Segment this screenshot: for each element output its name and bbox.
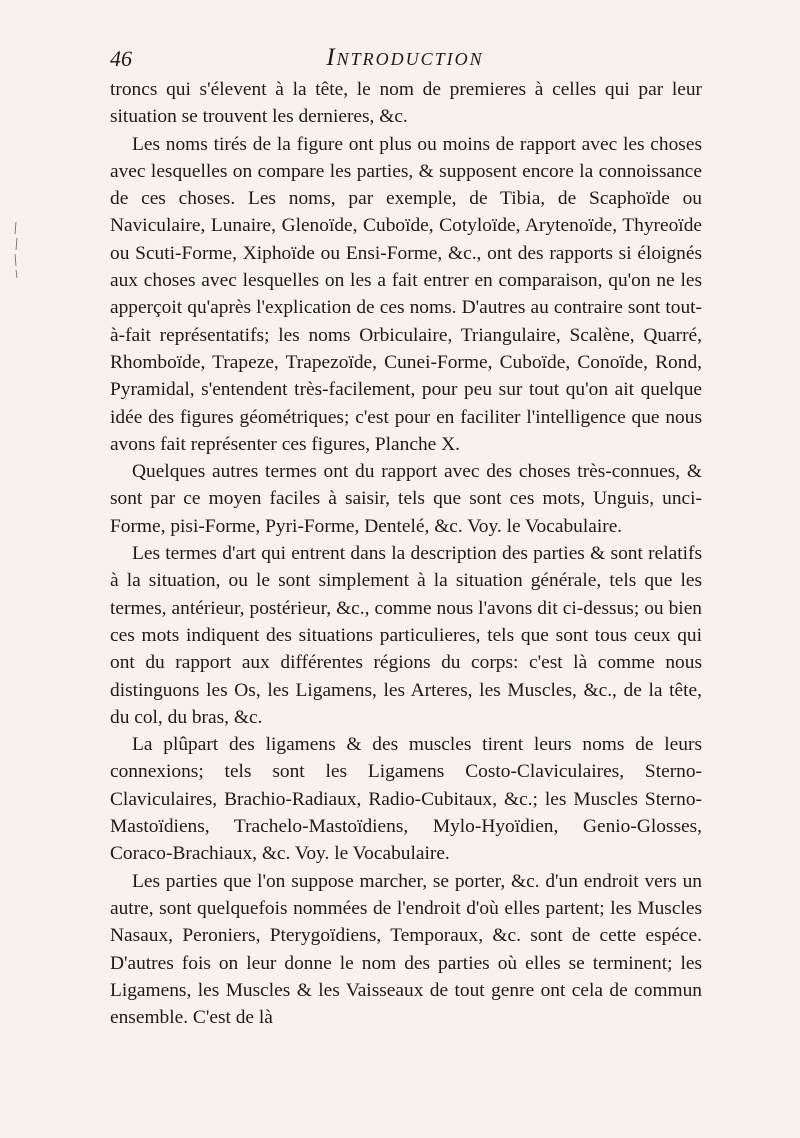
paragraph-1: troncs qui s'élevent à la tête, le nom de premieres à celles qui par leur situation se trouvent les dernieres, &c.	[110, 79, 702, 128]
running-title: Introduction	[326, 44, 484, 71]
paragraph-2: Les noms tirés de la figure ont plus ou moins de rapport avec les choses avec lesquelles on compare les parties, & supposent encore la connoissance de ces choses. Les noms, par exemple, de Tibia, de Scaphoïde ou Naviculaire, Lunaire, Glenoïde, Cuboïde, Cotyloïde, Arytenoïde, Thyreoïde ou Scuti-Forme, Xiphoïde ou Ensi-Forme, &c., ont des rapports si éloignés aux choses avec lesquelles on les a fait entrer en comparaison, qu'on ne les apperçoit qu'après l'explication de ces noms. D'autres au contraire sont tout-à-fait représentatifs; les noms Orbiculaire, Triangulaire, Scalène, Quarré, Rhomboïde, Trapeze, Trapezoïde, Cunei-Forme, Cuboïde, Conoïde, Rond, Pyramidal, s'entendent très-facilement, pour peu sur tout qu'on ait quelque idée des figures géométriques; c'est pour en faciliter l'intelligence que nous avons fait représenter ces figures, Planche X.	[110, 133, 702, 455]
margin-mark	[12, 220, 20, 280]
paragraph-5: La plûpart des ligamens & des muscles tirent leurs noms de leurs connexions; tels sont les Ligamens Costo-Claviculaires, Sterno-Claviculaires, Brachio-Radiaux, Radio-Cubitaux, &c.; les Muscles Sterno-Mastoïdiens, Trachelo-Mastoïdiens, Mylo-Hyoïdien, Genio-Glosses, Coraco-Brachiaux, &c. Voy. le Vocabulaire.	[110, 734, 702, 865]
page-number: 46	[110, 46, 132, 71]
paragraph-3: Quelques autres termes ont du rapport avec des choses très-connues, & sont par ce moyen faciles à saisir, tels que sont ces mots, Unguis, unci-Forme, pisi-Forme, Pyri-Forme, Dentelé, &c. Voy. le Vocabulaire.	[110, 461, 702, 537]
body-text	[110, 76, 702, 1031]
paragraph-4: Les termes d'art qui entrent dans la description des parties & sont relatifs à la situation, ou le sont simplement à la situation générale, tels que les termes, antérieur, postérieur, &c., comme nous l'avons dit ci-dessus; ou bien ces mots indiquent des situations particulieres, tels que sont tous ceux qui ont du rapport aux différentes régions du corps: c'est là comme nous distinguons les Os, les Ligamens, les Arteres, les Muscles, &c., de la tête, du col, du bras, &c.	[110, 543, 702, 728]
page-header	[110, 44, 700, 80]
paragraph-6: Les parties que l'on suppose marcher, se porter, &c. d'un endroit vers un autre, sont quelquefois nommées de l'endroit d'où elles partent; les Muscles Nasaux, Peroniers, Pterygoïdiens, Temporaux, &c. sont de cette espéce. D'autres fois on leur donne le nom des parties où elles se terminent; les Ligamens, les Muscles & les Vaisseaux de tout genre ont cela de commun ensemble. C'est de là	[110, 870, 702, 1029]
